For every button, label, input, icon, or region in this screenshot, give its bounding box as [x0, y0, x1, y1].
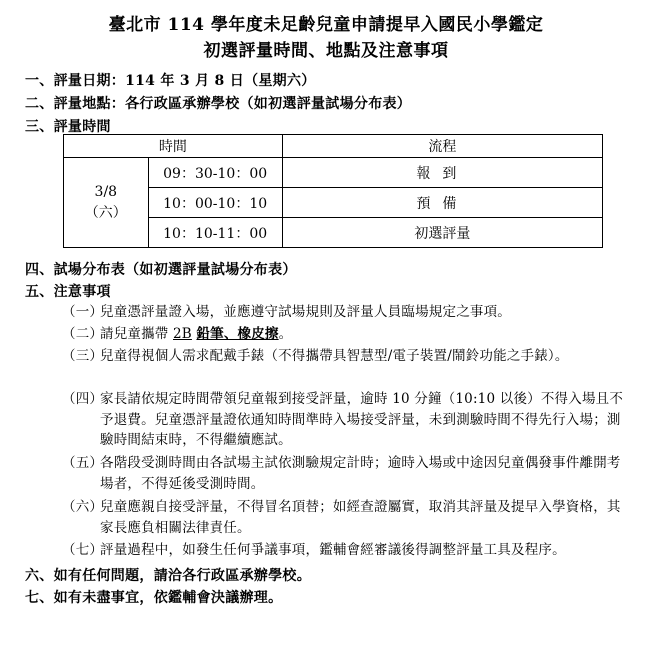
time-cell: 10：10-11：00 — [148, 218, 282, 248]
header-time: 時間 — [64, 135, 283, 158]
note-item — [64, 453, 632, 494]
note-item — [64, 346, 632, 367]
note-text: 兒童得視個人需求配戴手錶（不得攜帶具智慧型/電子裝置/鬧鈴功能之手錶）。 — [100, 348, 569, 364]
process-cell: 初選評量 — [282, 218, 602, 248]
required-items: 鉛筆、橡皮擦 — [196, 326, 279, 342]
note-number: （四） — [62, 391, 104, 407]
note-text — [100, 324, 632, 345]
pencil-grade: 2B — [173, 326, 192, 342]
note-number: （二） — [62, 326, 104, 342]
time-cell: 10：00-10：10 — [148, 188, 282, 218]
schedule-table — [63, 134, 603, 248]
note-number: （六） — [62, 499, 104, 515]
time-cell: 09：30-10：00 — [148, 158, 282, 188]
note-item — [64, 302, 632, 323]
note-number: （三） — [62, 348, 104, 364]
header-process: 流程 — [282, 135, 602, 158]
process-cell: 預備 — [282, 188, 602, 218]
note-text-pre: 請兒童攜帶 — [100, 326, 173, 342]
section-other-matters: 七、如有未盡事宜，依鑑輔會決議辦理。 — [25, 590, 283, 606]
section-exam-date: 一、評量日期：114 年 3 月 8 日（星期六） — [25, 73, 316, 89]
schedule-header-row — [64, 135, 603, 158]
page-title-line1: 臺北市 114 學年度未足齡兒童申請提早入國民小學鑑定 — [108, 15, 544, 35]
section-notes: 五、注意事項 — [25, 284, 111, 300]
note-item — [64, 389, 632, 451]
date-value: 3/8 — [94, 183, 118, 200]
note-text: 家長請依規定時間帶領兒童報到接受評量，逾時 10 分鐘（10:10 以後）不得入場且不予退費。兒童憑評量證依通知時間準時入場接受評量，未到測驗時間不得先行入場；測驗時間結束時，不得繼續應試。 — [100, 391, 624, 448]
note-text: 各階段受測時間由各試場主試依測驗規定計時；逾時入場或中途因兒童偶發事件離開考場者，不得延後受測時間。 — [100, 455, 621, 492]
section-exam-time: 三、評量時間 — [25, 119, 111, 135]
note-text-post: 。 — [278, 326, 293, 342]
schedule-row — [64, 158, 603, 188]
note-item — [64, 324, 632, 345]
note-text: 評量過程中，如發生任何爭議事項，鑑輔會經審議後得調整評量工具及程序。 — [100, 542, 566, 558]
process-cell: 報到 — [282, 158, 602, 188]
page-title-line2: 初選評量時間、地點及注意事項 — [203, 41, 449, 61]
section-venue-table: 四、試場分布表（如初選評量試場分布表） — [25, 262, 297, 278]
note-number: （七） — [62, 542, 104, 558]
note-number: （一） — [62, 304, 104, 320]
note-item — [64, 540, 632, 561]
note-number: （五） — [62, 455, 104, 471]
weekday-value: （六） — [84, 204, 127, 221]
note-item — [64, 497, 632, 538]
section-exam-location: 二、評量地點：各行政區承辦學校（如初選評量試場分布表） — [25, 96, 412, 112]
date-cell — [64, 158, 149, 248]
note-text: 兒童應親自接受評量，不得冒名頂替；如經查證屬實，取消其評量及提早入學資格，其家長應負相關法律責任。 — [100, 499, 621, 536]
note-text: 兒童憑評量證入場，並應遵守試場規則及評量人員臨場規定之事項。 — [100, 304, 511, 320]
section-contact: 六、如有任何問題，請洽各行政區承辦學校。 — [25, 568, 311, 584]
